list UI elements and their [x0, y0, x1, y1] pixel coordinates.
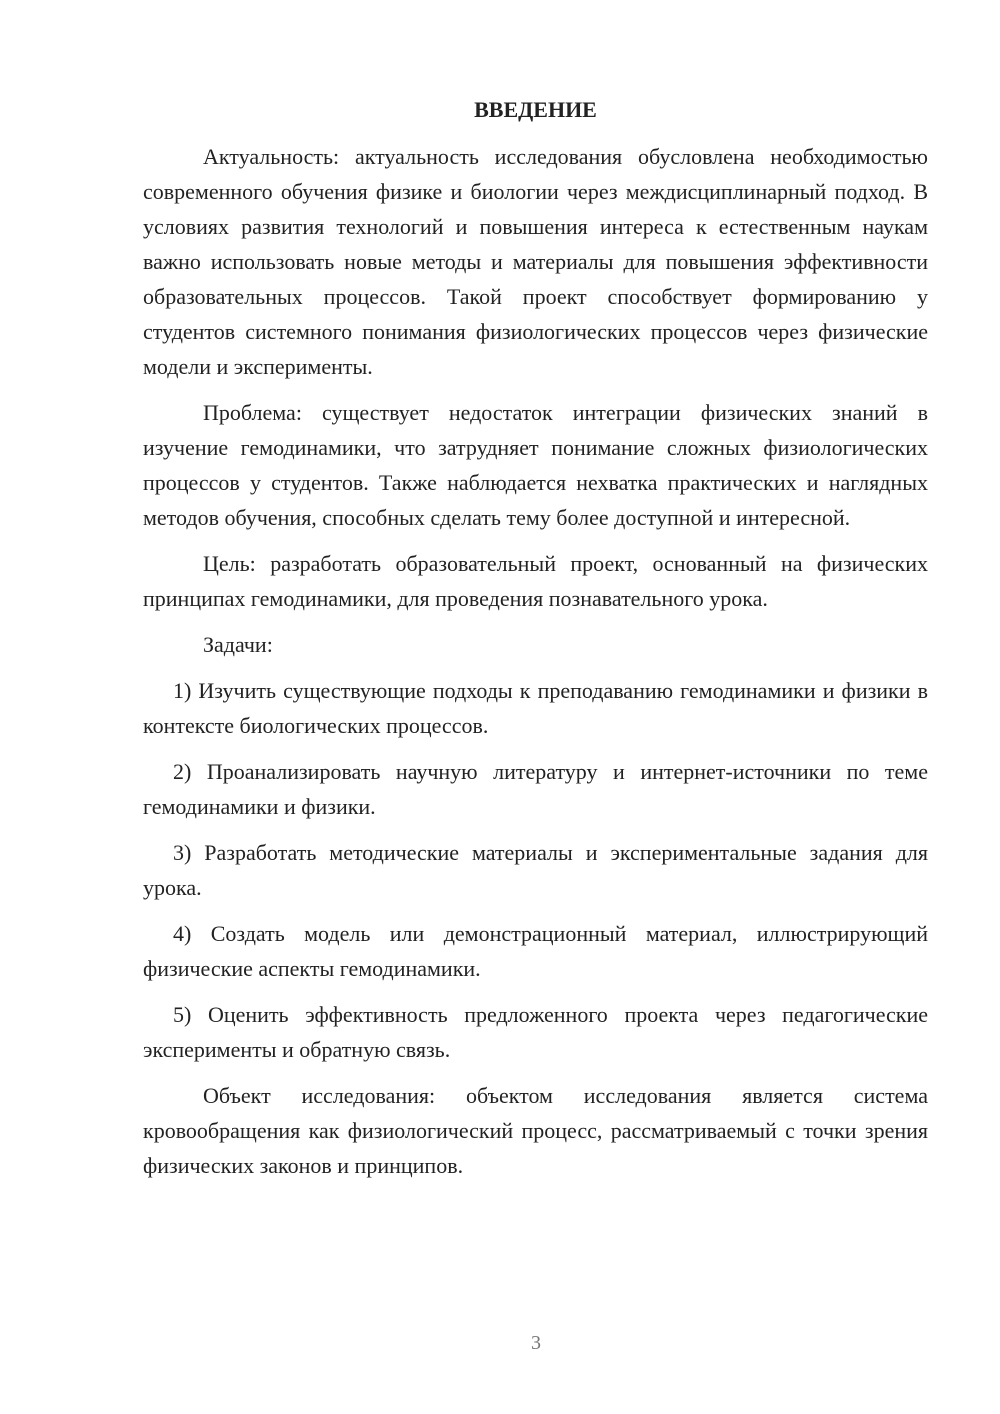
task-item: 4) Создать модель или демонстрационный материал, иллюстрирующий физические аспекты гемодинамики. — [143, 921, 928, 981]
relevance-paragraph: Актуальность: актуальность исследования обусловлена необходимостью современного обучения физике и биологии через междисциплинарный подход. В условиях развития технологий и повышения интереса к естественным наукам важно использовать новые методы и материалы для повышения эффективности образовательных процессов. Такой проект способствует формированию у студентов системного понимания физиологических процессов через физические модели и эксперименты. — [143, 144, 928, 379]
object-paragraph: Объект исследования: объектом исследования является система кровообращения как физиологический процесс, рассматриваемый с точки зрения физических законов и принципов. — [143, 1083, 928, 1178]
task-item: 5) Оценить эффективность предложенного проекта через педагогические эксперименты и обратную связь. — [143, 1002, 928, 1062]
problem-paragraph: Проблема: существует недостаток интеграции физических знаний в изучение гемодинамики, что затрудняет понимание сложных физиологических процессов у студентов. Также наблюдается нехватка практических и наглядных методов обучения, способных сделать тему более доступной и интересной. — [143, 400, 928, 530]
goal-paragraph: Цель: разработать образовательный проект, основанный на физических принципах гемодинамики, для проведения познавательного урока. — [143, 551, 928, 611]
task-item: 3) Разработать методические материалы и экспериментальные задания для урока. — [143, 840, 928, 900]
page-number: 3 — [531, 1332, 541, 1354]
task-item: 2) Проанализировать научную литературу и интернет-источники по теме гемодинамики и физики. — [143, 759, 928, 819]
tasks-heading: Задачи: — [203, 632, 273, 657]
document-page — [143, 92, 928, 1194]
task-item: 1) Изучить существующие подходы к преподаванию гемодинамики и физики в контексте биологических процессов. — [143, 678, 928, 738]
section-title: ВВЕДЕНИЕ — [474, 97, 597, 122]
